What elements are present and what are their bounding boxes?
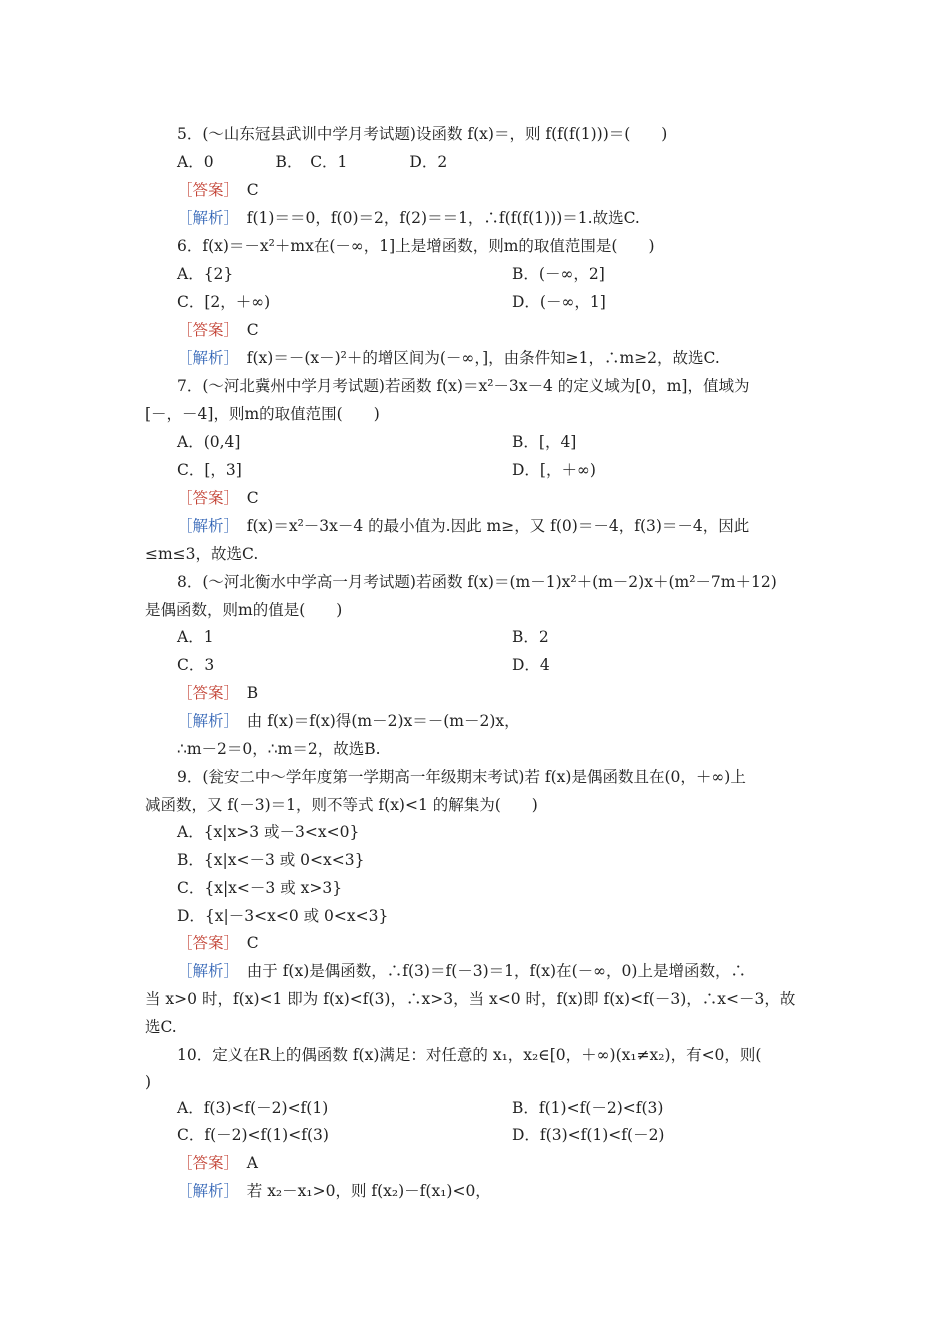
q9-option-c: C．{x|x<－3 或 x>3} bbox=[177, 879, 343, 897]
q5-stem: 5．(～山东冠县武训中学月考试题)设函数 f(x)＝，则 f(f(f(1)))＝( ) bbox=[177, 125, 668, 143]
q9-stem: 9．(瓮安二中～学年度第一学期高一年级期末考试)若 f(x)是偶函数且在(0，＋∞)上 bbox=[177, 768, 746, 786]
q7-option-a: A．(0,4] bbox=[177, 433, 241, 451]
q8-option-c: C．3 bbox=[177, 656, 215, 674]
q6-option-d: D．(－∞，1] bbox=[512, 293, 606, 311]
q9-stem-cont: 减函数，又 f(－3)＝1，则不等式 f(x)<1 的解集为( ) bbox=[145, 796, 538, 814]
q5-options: A．0 B． C．1 D．2 bbox=[177, 153, 448, 171]
q9-option-a: A．{x|x>3 或－3<x<0} bbox=[177, 823, 360, 841]
q8-explanation-cont: ∴m－2＝0，∴m＝2，故选B. bbox=[177, 740, 381, 758]
q6-option-c: C．[2，＋∞) bbox=[177, 293, 271, 311]
q10-answer: ［答案］ A bbox=[177, 1154, 258, 1172]
q6-explanation: ［解析］ f(x)＝－(x－)²＋的增区间为(－∞，]，由条件知≥1，∴m≥2，故选C. bbox=[177, 349, 720, 367]
q8-answer: ［答案］ B bbox=[177, 684, 259, 702]
q5-answer: ［答案］ C bbox=[177, 181, 259, 199]
q7-explanation-cont: ≤m≤3，故选C. bbox=[145, 545, 259, 563]
q7-option-d: D．[，＋∞) bbox=[512, 461, 596, 479]
q6-answer: ［答案］ C bbox=[177, 321, 259, 339]
q9-option-b: B．{x|x<－3 或 0<x<3} bbox=[177, 851, 365, 869]
q9-explanation-cont: 当 x>0 时，f(x)<1 即为 f(x)<f(3)，∴x>3，当 x<0 时，f(x)即 f(x)<f(－3)，∴x<－3，故 bbox=[145, 990, 796, 1008]
q6-stem: 6．f(x)＝－x²＋mx在(－∞，1]上是增函数，则m的取值范围是( ) bbox=[177, 237, 655, 255]
q9-explanation-end: 选C. bbox=[145, 1018, 177, 1036]
q5-explanation: ［解析］ f(1)＝＝0，f(0)＝2，f(2)＝＝1，∴f(f(f(1)))＝1.故选C. bbox=[177, 209, 640, 227]
q7-stem-cont: [－，－4]，则m的取值范围( ) bbox=[145, 405, 380, 423]
q7-stem: 7．(～河北冀州中学月考试题)若函数 f(x)＝x²－3x－4 的定义域为[0，m]，值域为 bbox=[177, 377, 750, 395]
q6-option-b: B．(－∞，2] bbox=[512, 265, 605, 283]
q8-option-a: A．1 bbox=[177, 628, 214, 646]
q9-answer: ［答案］ C bbox=[177, 934, 259, 952]
q9-option-d: D．{x|－3<x<0 或 0<x<3} bbox=[177, 907, 389, 925]
q8-stem: 8．(～河北衡水中学高一月考试题)若函数 f(x)＝(m－1)x²＋(m－2)x＋(m²－7m＋12) bbox=[177, 573, 777, 591]
q7-explanation: ［解析］ f(x)＝x²－3x－4 的最小值为.因此 m≥，又 f(0)＝－4，f(3)＝－4，因此 bbox=[177, 517, 750, 535]
q7-answer: ［答案］ C bbox=[177, 489, 259, 507]
q8-option-b: B．2 bbox=[512, 628, 549, 646]
q8-explanation: ［解析］ 由 f(x)＝f(x)得(m－2)x＝－(m－2)x， bbox=[177, 712, 520, 730]
q10-option-a: A．f(3)<f(－2)<f(1) bbox=[177, 1099, 329, 1117]
q8-option-d: D．4 bbox=[512, 656, 550, 674]
q10-stem-cont: ) bbox=[145, 1073, 152, 1091]
q10-option-d: D．f(3)<f(1)<f(－2) bbox=[512, 1126, 665, 1144]
q7-option-b: B．[，4] bbox=[512, 433, 577, 451]
q8-stem-cont: 是偶函数，则m的值是( ) bbox=[145, 601, 343, 619]
q9-explanation: ［解析］ 由于 f(x)是偶函数，∴f(3)＝f(－3)＝1，f(x)在(－∞，0)上是增函数，∴ bbox=[177, 962, 746, 980]
q10-stem: 10．定义在R上的偶函数 f(x)满足：对任意的 x₁，x₂∈[0，＋∞)(x₁≠x₂)，有<0，则( bbox=[177, 1046, 762, 1064]
q10-explanation: ［解析］ 若 x₂－x₁>0，则 f(x₂)－f(x₁)<0， bbox=[177, 1182, 491, 1200]
q10-option-c: C．f(－2)<f(1)<f(3) bbox=[177, 1126, 329, 1144]
q6-option-a: A．{2} bbox=[177, 265, 234, 283]
q7-option-c: C．[，3] bbox=[177, 461, 242, 479]
q10-option-b: B．f(1)<f(－2)<f(3) bbox=[512, 1099, 664, 1117]
